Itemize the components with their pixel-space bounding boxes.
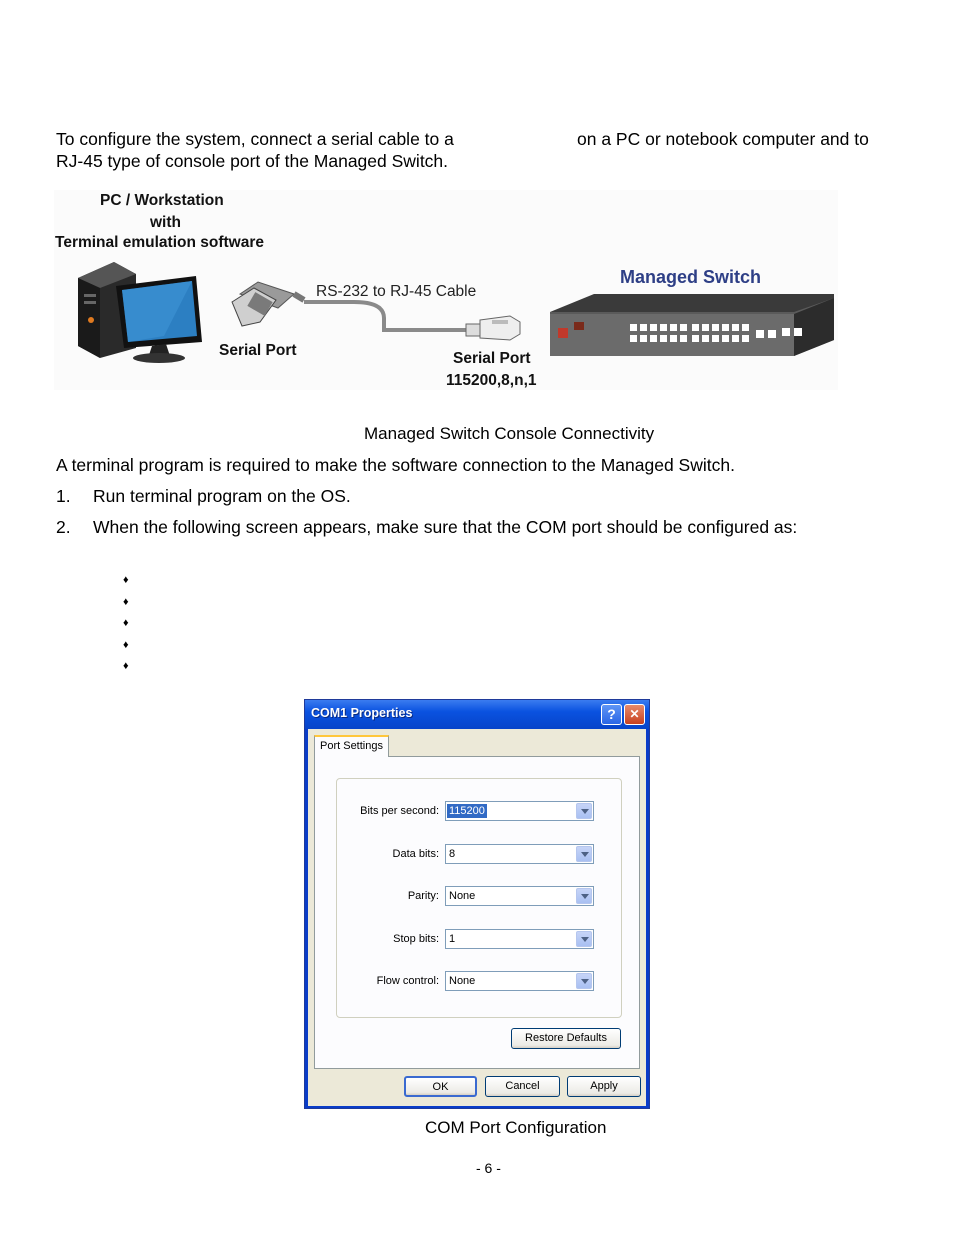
serial-port-right-label: Serial Port (453, 350, 531, 367)
managed-switch-label: Managed Switch (620, 267, 762, 287)
parity-select[interactable] (445, 886, 594, 906)
pc-label-line3: Terminal emulation software (55, 234, 265, 251)
dialog-title: COM1 Properties (311, 706, 413, 720)
data-bits-value: 8 (449, 848, 456, 860)
bullet-icon: ♦ (123, 617, 129, 629)
body-paragraph: A terminal program is required to make the software connection to the Managed Switch. (56, 455, 735, 475)
step1-text: Run terminal program on the OS. (93, 486, 351, 506)
chevron-down-icon[interactable] (576, 846, 592, 862)
stop-bits-select[interactable] (445, 929, 594, 949)
help-button[interactable] (601, 704, 622, 725)
dialog-body (308, 729, 646, 1106)
bits-per-second-value: 115200 (449, 805, 485, 817)
bullet-icon: ♦ (123, 574, 129, 586)
chevron-down-icon[interactable] (576, 931, 592, 947)
com1-properties-dialog (304, 699, 650, 1109)
restore-defaults-button[interactable]: Restore Defaults (511, 1028, 621, 1049)
data-bits-select[interactable] (445, 844, 594, 864)
step2-text: When the following screen appears, make sure that the COM port should be configured as: (93, 517, 798, 537)
pc-label-line1: PC / Workstation (100, 192, 224, 209)
close-icon: ✕ (629, 707, 640, 721)
cancel-button[interactable]: Cancel (485, 1076, 560, 1097)
bullet-icon: ♦ (123, 639, 129, 651)
flow-control-label: Flow control: (376, 975, 439, 987)
parity-value: None (449, 890, 476, 902)
serial-settings-label: 115200,8,n,1 (446, 372, 537, 389)
serial-port-left-label: Serial Port (219, 342, 297, 359)
bits-per-second-label: Bits per second: (360, 805, 439, 817)
tab-port-settings[interactable]: Port Settings (314, 735, 389, 757)
pc-label-line2: with (150, 214, 181, 231)
parity-label: Parity: (407, 890, 439, 902)
bullet-icon: ♦ (123, 596, 129, 608)
stop-bits-label: Stop bits: (393, 933, 439, 945)
bits-per-second-select[interactable] (445, 801, 594, 821)
intro-line2: RJ-45 type of console port of the Managed Switch. (56, 151, 449, 171)
bullet-icon: ♦ (123, 660, 129, 672)
chevron-down-icon[interactable] (576, 888, 592, 904)
cable-label: RS-232 to RJ-45 Cable (316, 283, 477, 300)
flow-control-value: None (449, 975, 476, 987)
stop-bits-value: 1 (449, 933, 456, 945)
dialog-titlebar[interactable] (305, 700, 649, 729)
data-bits-label: Data bits: (392, 848, 439, 860)
step2-number: 2. (56, 517, 71, 537)
chevron-down-icon[interactable] (576, 973, 592, 989)
dialog-caption: COM Port Configuration (425, 1118, 607, 1137)
step1-number: 1. (56, 486, 71, 506)
flow-control-select[interactable] (445, 971, 594, 991)
console-connectivity-figure (54, 190, 838, 390)
help-icon: ? (607, 706, 616, 722)
ok-button[interactable]: OK (404, 1076, 477, 1097)
tab-panel (314, 756, 640, 1069)
chevron-down-icon[interactable] (576, 803, 592, 819)
port-settings-group (336, 778, 622, 1018)
page-number: - 6 - (476, 1160, 501, 1176)
managed-switch-icon (550, 294, 834, 356)
figure1-caption: Managed Switch Console Connectivity (364, 424, 655, 443)
intro-line1-left: To configure the system, connect a serial cable to a (56, 129, 454, 149)
apply-button[interactable]: Apply (567, 1076, 641, 1097)
intro-line1-right: on a PC or notebook computer and to (577, 129, 869, 149)
close-button[interactable] (624, 704, 645, 725)
